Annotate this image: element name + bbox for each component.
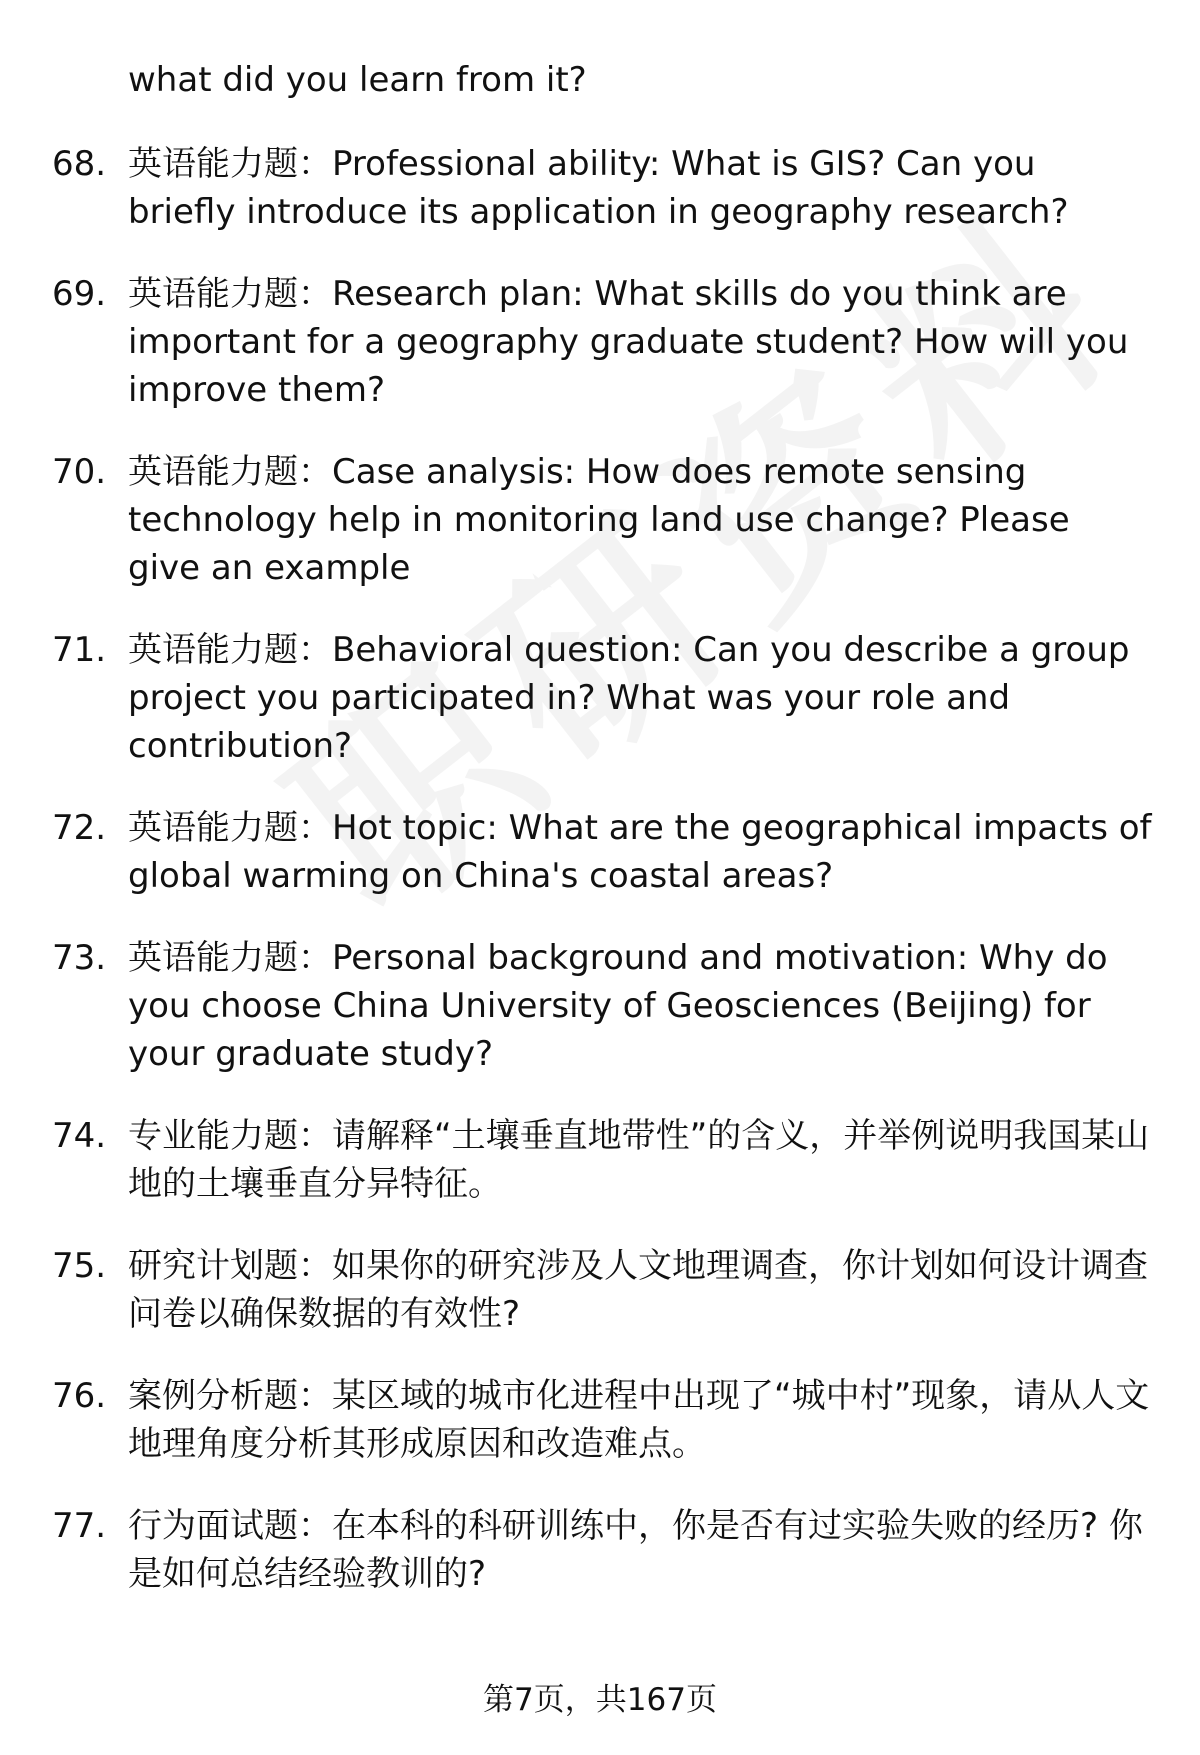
- question-item: [0, 1372, 1200, 1468]
- question-number: 71.: [52, 630, 107, 670]
- question-item: [0, 140, 1200, 236]
- question-text: 研究计划题：如果你的研究涉及人文地理调查，你计划如何设计调查问卷以确保数据的有效性?: [128, 1246, 1148, 1334]
- question-text: 英语能力题：Case analysis: How does remote sensing technology help in monitoring land use change? Please give an example: [128, 452, 1070, 588]
- question-item: [0, 448, 1200, 592]
- question-item: [0, 1112, 1200, 1208]
- question-text: 英语能力题：Behavioral question: Can you describe a group project you participated in? What was your role and contribution?: [128, 630, 1130, 766]
- page-number-footer: 第7页，共167页: [483, 1682, 717, 1718]
- question-item: [0, 626, 1200, 770]
- question-number: 68.: [52, 144, 107, 184]
- question-item: [0, 1242, 1200, 1338]
- question-item: [0, 804, 1200, 900]
- question-item: [0, 1502, 1200, 1598]
- question-number: 75.: [52, 1246, 107, 1286]
- question-text: 行为面试题：在本科的科研训练中，你是否有过实验失败的经历? 你是如何总结经验教训的?: [128, 1506, 1143, 1594]
- question-text: 英语能力题：Personal background and motivation: Why do you choose China University of Geosciences (Beijing) for your graduate study?: [128, 938, 1108, 1074]
- question-number: 74.: [52, 1116, 107, 1156]
- question-text: 英语能力题：Professional ability: What is GIS? Can you briefly introduce its application in geography research?: [128, 144, 1069, 232]
- question-list: [0, 140, 1200, 1598]
- question-number: 69.: [52, 274, 107, 314]
- question-number: 77.: [52, 1506, 107, 1546]
- question-text: 英语能力题：Research plan: What skills do you think are important for a geography graduate student? How will you improve them?: [128, 274, 1129, 410]
- question-number: 76.: [52, 1376, 107, 1416]
- question-item: [0, 270, 1200, 414]
- question-number: 73.: [52, 938, 107, 978]
- question-number: 72.: [52, 808, 107, 848]
- question-item: [0, 934, 1200, 1078]
- question-text: 案例分析题：某区域的城市化进程中出现了“城中村”现象，请从人文地理角度分析其形成原因和改造难点。: [128, 1376, 1150, 1464]
- question-text: 英语能力题：Hot topic: What are the geographical impacts of global warming on China's coastal areas?: [128, 808, 1152, 896]
- question-text: 专业能力题：请解释“土壤垂直地带性”的含义，并举例说明我国某山地的土壤垂直分异特征。: [128, 1116, 1150, 1204]
- continuation-text: what did you learn from it?: [128, 60, 587, 100]
- question-number: 70.: [52, 452, 107, 492]
